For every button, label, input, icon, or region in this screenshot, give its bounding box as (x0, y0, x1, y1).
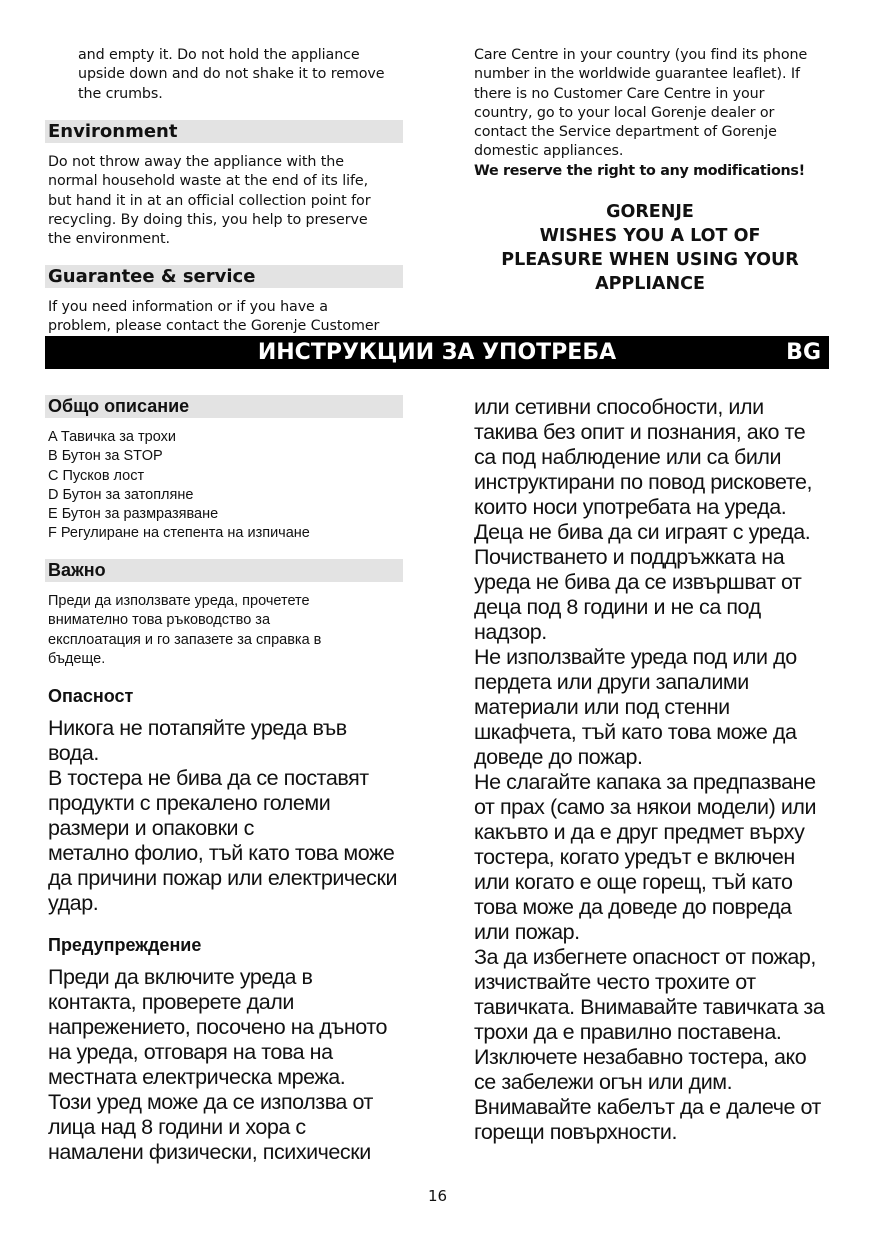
general-description-heading: Общо описание (45, 395, 403, 418)
parts-list (48, 428, 310, 544)
danger-text: Никога не потапяйте уреда във вода. В тостера не бива да се поставят продукти с прекалено големи размери и опаковки с метално фолио, тъй като това може да причини пожар или електрически удар. (48, 716, 398, 915)
list-item: F Регулиране на степента на изпичане (48, 525, 310, 542)
guarantee-heading: Guarantee & service (45, 265, 403, 288)
safety-text: или сетивни способности, или такива без опит и познания, ако те са под наблюдение или са били инструктирани по повод рисковете, които носи употребата на уреда. Деца не бива да си играят с уреда. Почистването и поддръжката на уреда не бива да се извършват от деца под 8 години и не са под надзор. Не използвайте уреда под или до пердета или други запалими материали или под стенни шкафчета, тъй като това може да доведе до пожар. Не слагайте капака за предпазване от прах (само за някои модели) или какъвто и да е друг предмет върху тостера, когато уредът е включен или когато е още горещ, тъй като това може да доведе до повреда или пожар. За да избегнете опасност от пожар, изчиствайте често трохите от тавичката. Внимавайте тавичката за трохи да е правилно поставена. Изключете незабавно тостера, ако се забележи огън или дим. Внимавайте кабелът да е далече от горещи повърхности. (474, 395, 825, 1144)
care-centre-text: Care Centre in your country (you find its phone number in the worldwide guarantee leaflet). If there is no Customer Care Centre in your country, go to your local Gorenje dealer or contact the Service department of Gorenje domestic appliances. We reserve the right to any modifications! (474, 46, 807, 181)
english-top-continuation: and empty it. Do not hold the appliance upside down and do not shake it to remove the crumbs. (78, 47, 385, 102)
section-banner (45, 336, 829, 369)
reserve-note: We reserve the right to any modifications! (474, 162, 805, 179)
language-code: BG (786, 340, 821, 365)
page-number: 16 (427, 1187, 448, 1205)
danger-heading: Опасност (48, 686, 134, 706)
list-item: C Пусков лост (48, 467, 145, 484)
list-item: E Бутон за размразяване (48, 506, 219, 523)
banner-title: ИНСТРУКЦИИ ЗА УПОТРЕБА (257, 340, 617, 365)
important-text: Преди да използвате уреда, прочетете внимателно това ръководство за експлоатация и го запазете за справка в бъдеще. (48, 593, 322, 667)
warning-text: Преди да включите уреда в контакта, проверете дали напрежението, посочено на дъното на уреда, отговаря на това на местната електрическа мрежа. Този уред може да се използва от лица над 8 години и хора с намалени физически, психически (48, 965, 387, 1164)
environment-text: Do not throw away the appliance with the normal household waste at the end of its life, but hand it in at an official collection point for recycling. By doing this, you help to preserve the environment. (48, 154, 371, 248)
guarantee-text: If you need information or if you have a problem, please contact the Gorenje Customer (48, 299, 380, 335)
list-item: A Тавичка за трохи (48, 429, 176, 445)
list-item: D Бутон за затопляне (48, 486, 194, 503)
environment-heading: Environment (45, 120, 403, 143)
greeting: GORENJE WISHES YOU A LOT OF PLEASURE WHEN USING YOUR APPLIANCE (501, 202, 799, 294)
list-item: B Бутон за STOP (48, 448, 163, 465)
warning-heading: Предупреждение (48, 935, 202, 955)
important-heading: Важно (45, 559, 403, 582)
